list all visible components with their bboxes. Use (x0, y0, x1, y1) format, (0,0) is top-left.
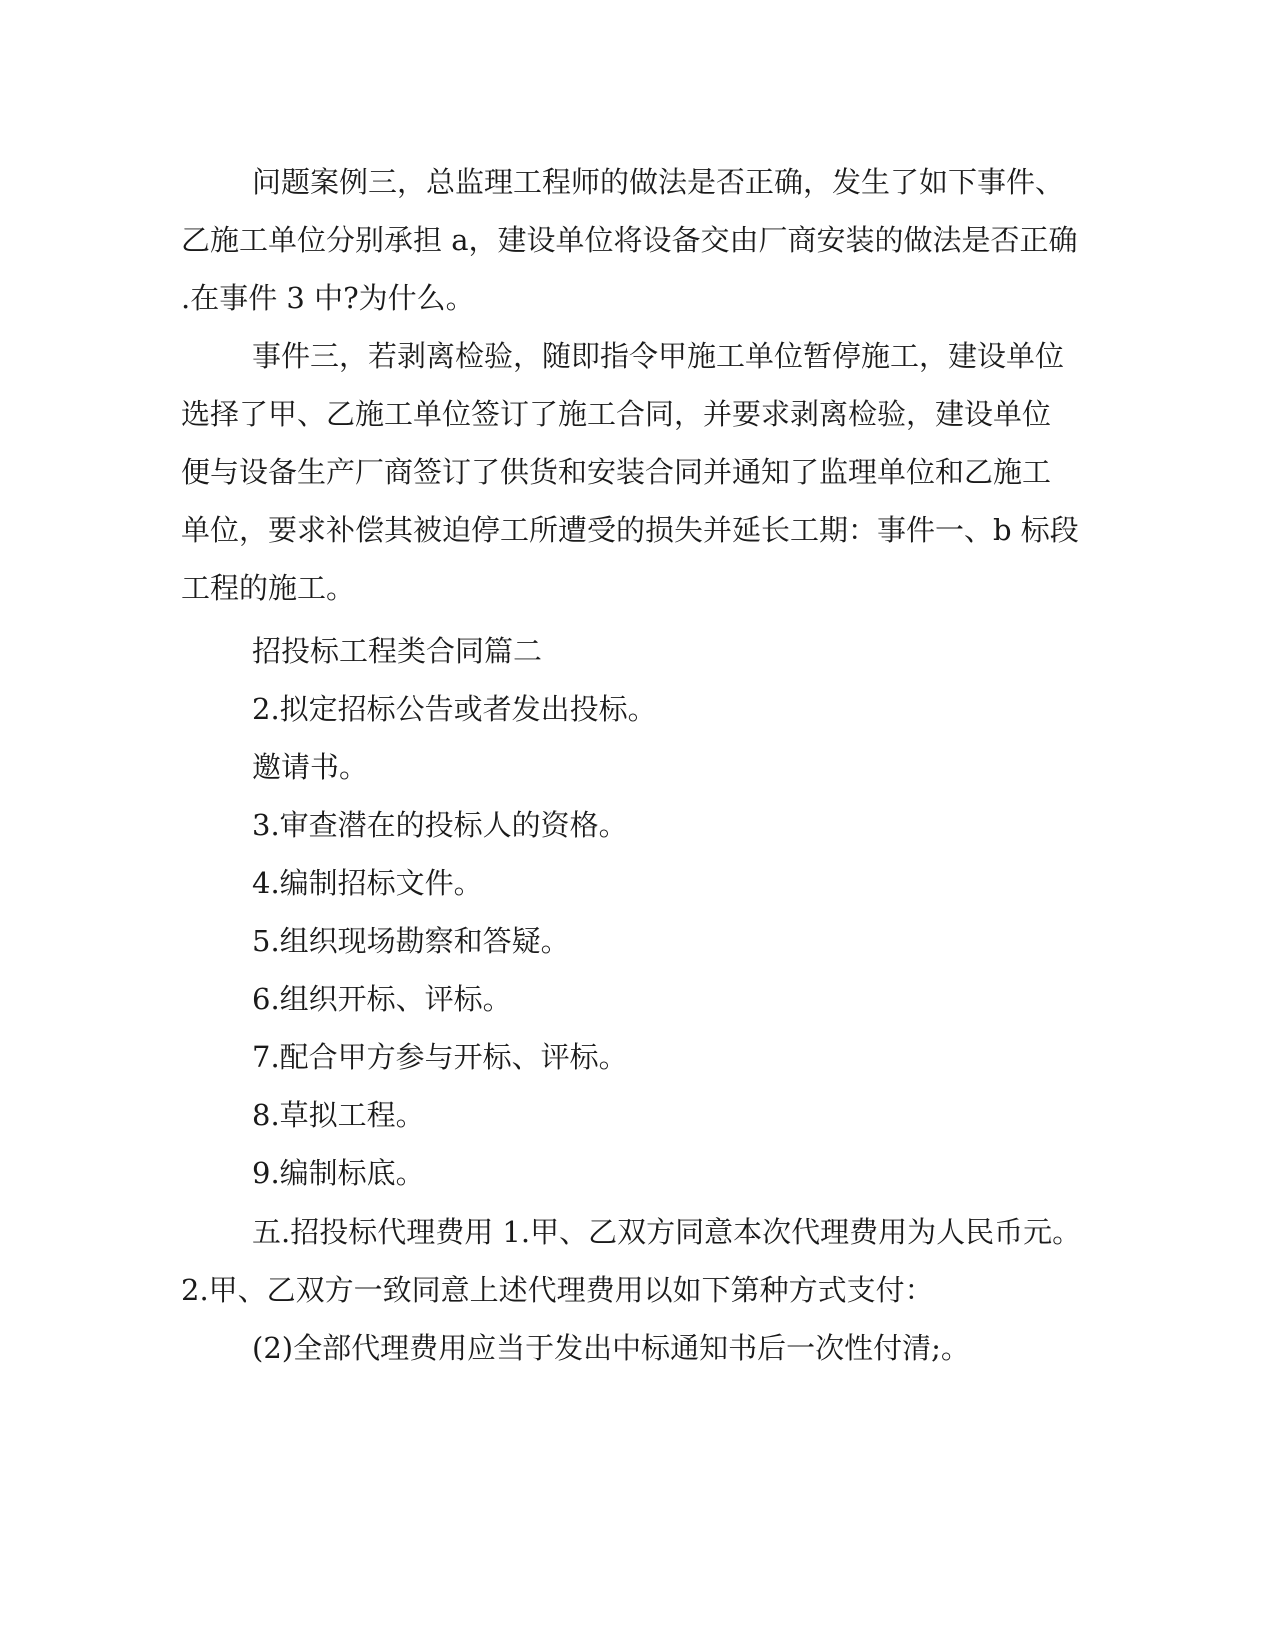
list-item: 5.组织现场勘察和答疑。 (252, 924, 570, 958)
text-line: 2.甲、乙双方一致同意上述代理费用以如下第种方式支付： (181, 1273, 934, 1307)
section-heading: 招投标工程类合同篇二 (252, 634, 543, 668)
text-line: 乙施工单位分别承担 a，建设单位将设备交由厂商安装的做法是否正确 (181, 223, 1078, 257)
list-item: 3.审查潜在的投标人的资格。 (252, 808, 628, 842)
text-line: 便与设备生产厂商签订了供货和安装合同并通知了监理单位和乙施工 (181, 455, 1052, 489)
text-line: 邀请书。 (252, 750, 369, 784)
list-item: 6.组织开标、评标。 (252, 982, 512, 1016)
list-item: 4.编制招标文件。 (252, 866, 483, 900)
list-item: 2.拟定招标公告或者发出投标。 (252, 692, 657, 726)
list-item: 7.配合甲方参与开标、评标。 (252, 1040, 628, 1074)
text-line: 选择了甲、乙施工单位签订了施工合同，并要求剥离检验，建设单位 (181, 397, 1052, 431)
text-line: 单位，要求补偿其被迫停工所遭受的损失并延长工期：事件一、b 标段 (181, 513, 1079, 547)
text-line: 五.招投标代理费用 1.甲、乙双方同意本次代理费用为人民币元。 (252, 1215, 1082, 1249)
text-line: 工程的施工。 (181, 571, 356, 605)
list-item: 9.编制标底。 (252, 1156, 425, 1190)
text-line: .在事件 3 中?为什么。 (181, 281, 475, 315)
list-item: 8.草拟工程。 (252, 1098, 425, 1132)
text-line: (2)全部代理费用应当于发出中标通知书后一次性付清;。 (252, 1331, 970, 1365)
text-line: 事件三，若剥离检验，随即指令甲施工单位暂停施工，建设单位 (252, 339, 1065, 373)
text-line: 问题案例三，总监理工程师的做法是否正确，发生了如下事件、 (252, 165, 1065, 199)
